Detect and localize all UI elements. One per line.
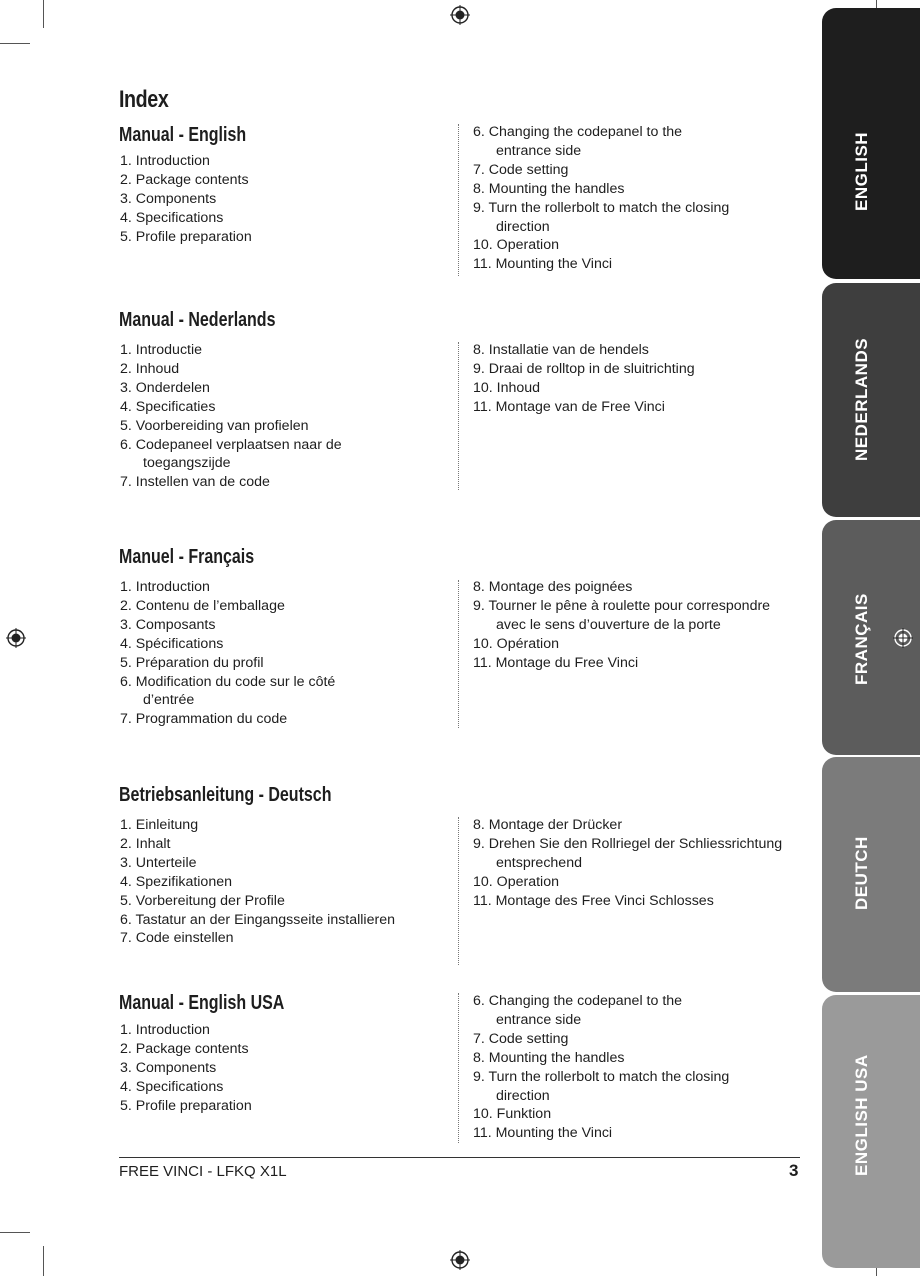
crop-mark — [43, 1246, 44, 1276]
list-item: 3. Unterteile — [120, 854, 197, 871]
tab-nederlands-label: NEDERLANDS — [852, 337, 871, 461]
list-item: 7. Instellen van de code — [120, 474, 270, 491]
registration-mark-icon — [450, 5, 470, 25]
crop-mark — [0, 43, 30, 44]
list-item: 4. Specifications — [120, 209, 224, 226]
list-item: 2. Inhoud — [120, 360, 180, 377]
list-item: 2. Package contents — [120, 1040, 249, 1057]
tab-deutch-label: DEUTCH — [852, 836, 871, 910]
list-item: 11. Mounting the Vinci — [473, 256, 613, 273]
registration-mark-icon — [6, 628, 26, 648]
section-list-right — [473, 123, 803, 274]
column-divider — [458, 817, 459, 965]
list-item: 5. Préparation du profil — [120, 654, 264, 671]
crop-mark — [43, 0, 44, 28]
tab-francais-label: FRANÇAIS — [852, 593, 871, 685]
list-item: 3. Components — [120, 190, 217, 207]
list-item: 6. Tastatur an der Eingangsseite installieren — [120, 911, 395, 928]
section-list-right — [473, 992, 803, 1143]
column-divider — [458, 993, 459, 1143]
list-item: 3. Onderdelen — [120, 379, 210, 396]
list-item: 10. Opération — [473, 635, 559, 652]
list-item: 2. Inhalt — [120, 835, 171, 852]
list-item: 10. Operation — [473, 237, 559, 254]
column-divider — [458, 124, 459, 276]
list-item: 5. Vorbereitung der Profile — [120, 892, 285, 909]
page-title: Index — [119, 86, 169, 113]
list-item: 5. Profile preparation — [120, 1097, 252, 1114]
list-item: 7. Code einstellen — [120, 930, 234, 947]
list-item: 3. Composants — [120, 616, 216, 633]
list-item: 5. Profile preparation — [120, 228, 252, 245]
section-list-right — [473, 816, 803, 911]
tab-nederlands[interactable] — [822, 283, 920, 517]
section-heading: Manual - Nederlands — [119, 309, 276, 331]
section-list-left — [120, 152, 440, 247]
list-item: 4. Specificaties — [120, 398, 216, 415]
page-number: 3 — [789, 1161, 799, 1180]
footer-rule — [119, 1157, 800, 1158]
section-heading: Manual - English — [119, 124, 247, 146]
list-item: 8. Mounting the handles — [473, 180, 625, 197]
list-item: 10. Operation — [473, 873, 559, 890]
list-item: 4. Spezifikationen — [120, 873, 232, 890]
list-item: entsprechend — [496, 854, 582, 871]
tab-english-label: ENGLISH — [852, 131, 871, 211]
list-item: 7. Programmation du code — [120, 711, 288, 728]
list-item: 8. Mounting the handles — [473, 1049, 625, 1066]
list-item: 10. Inhoud — [473, 379, 541, 396]
section-heading: Betriebsanleitung - Deutsch — [119, 784, 332, 806]
list-item: 1. Introduction — [120, 153, 210, 169]
tab-english-usa-label: ENGLISH USA — [852, 1054, 871, 1176]
list-item: toegangszijde — [143, 455, 231, 472]
list-item: 11. Montage van de Free Vinci — [473, 398, 665, 415]
list-item: 9. Draai de rolltop in de sluitrichting — [473, 360, 695, 377]
registration-mark-icon — [893, 628, 913, 648]
list-item: 11. Montage du Free Vinci — [473, 654, 639, 671]
tab-deutch[interactable] — [822, 757, 920, 992]
list-item: 4. Specifications — [120, 1078, 224, 1095]
list-item: 5. Voorbereiding van profielen — [120, 417, 309, 434]
list-item: avec le sens d’ouverture de la porte — [496, 616, 721, 633]
section-list-right — [473, 578, 803, 673]
list-item: 2. Package contents — [120, 171, 249, 188]
column-divider — [458, 342, 459, 490]
list-item: 10. Funktion — [473, 1106, 552, 1123]
list-item: 9. Drehen Sie den Rollriegel der Schliessrichtung — [473, 835, 783, 852]
section-list-left — [120, 341, 440, 492]
column-divider — [458, 580, 459, 728]
section-heading: Manual - English USA — [119, 992, 285, 1014]
footer-product-name: FREE VINCI - LFKQ X1L — [119, 1163, 287, 1180]
list-item: 6. Modification du code sur le côté — [120, 673, 336, 690]
list-item: d’entrée — [143, 692, 195, 709]
list-item: 11. Mounting the Vinci — [473, 1125, 613, 1142]
tab-english-usa[interactable] — [822, 995, 920, 1268]
list-item: 9. Turn the rollerbolt to match the closing — [473, 1068, 730, 1085]
section-list-left — [120, 1021, 440, 1116]
list-item: 8. Montage der Drücker — [473, 817, 623, 833]
list-item: 6. Changing the codepanel to the — [473, 993, 683, 1009]
list-item: 11. Montage des Free Vinci Schlosses — [473, 892, 714, 909]
list-item: 1. Introduction — [120, 1022, 210, 1038]
list-item: entrance side — [496, 142, 582, 159]
section-list-left — [120, 816, 440, 948]
section-list-left — [120, 578, 440, 729]
list-item: 8. Montage des poignées — [473, 579, 633, 595]
list-item: 9. Turn the rollerbolt to match the closing — [473, 199, 730, 216]
list-item: direction — [496, 218, 550, 235]
list-item: 1. Introduction — [120, 579, 210, 595]
list-item: 8. Installatie van de hendels — [473, 342, 649, 358]
tab-english[interactable] — [822, 8, 920, 279]
list-item: 2. Contenu de l’emballage — [120, 597, 285, 614]
list-item: 1. Introductie — [120, 342, 203, 358]
section-heading: Manuel - Français — [119, 546, 255, 568]
list-item: 3. Components — [120, 1059, 217, 1076]
registration-mark-icon — [450, 1250, 470, 1270]
list-item: 7. Code setting — [473, 161, 569, 178]
list-item: entrance side — [496, 1011, 582, 1028]
list-item: 4. Spécifications — [120, 635, 224, 652]
list-item: direction — [496, 1087, 550, 1104]
list-item: 6. Codepaneel verplaatsen naar de — [120, 436, 342, 453]
list-item: 7. Code setting — [473, 1030, 569, 1047]
list-item: 6. Changing the codepanel to the — [473, 124, 683, 140]
list-item: 1. Einleitung — [120, 817, 199, 833]
section-list-right — [473, 341, 803, 417]
crop-mark — [0, 1232, 30, 1233]
list-item: 9. Tourner le pêne à roulette pour correspondre — [473, 597, 771, 614]
